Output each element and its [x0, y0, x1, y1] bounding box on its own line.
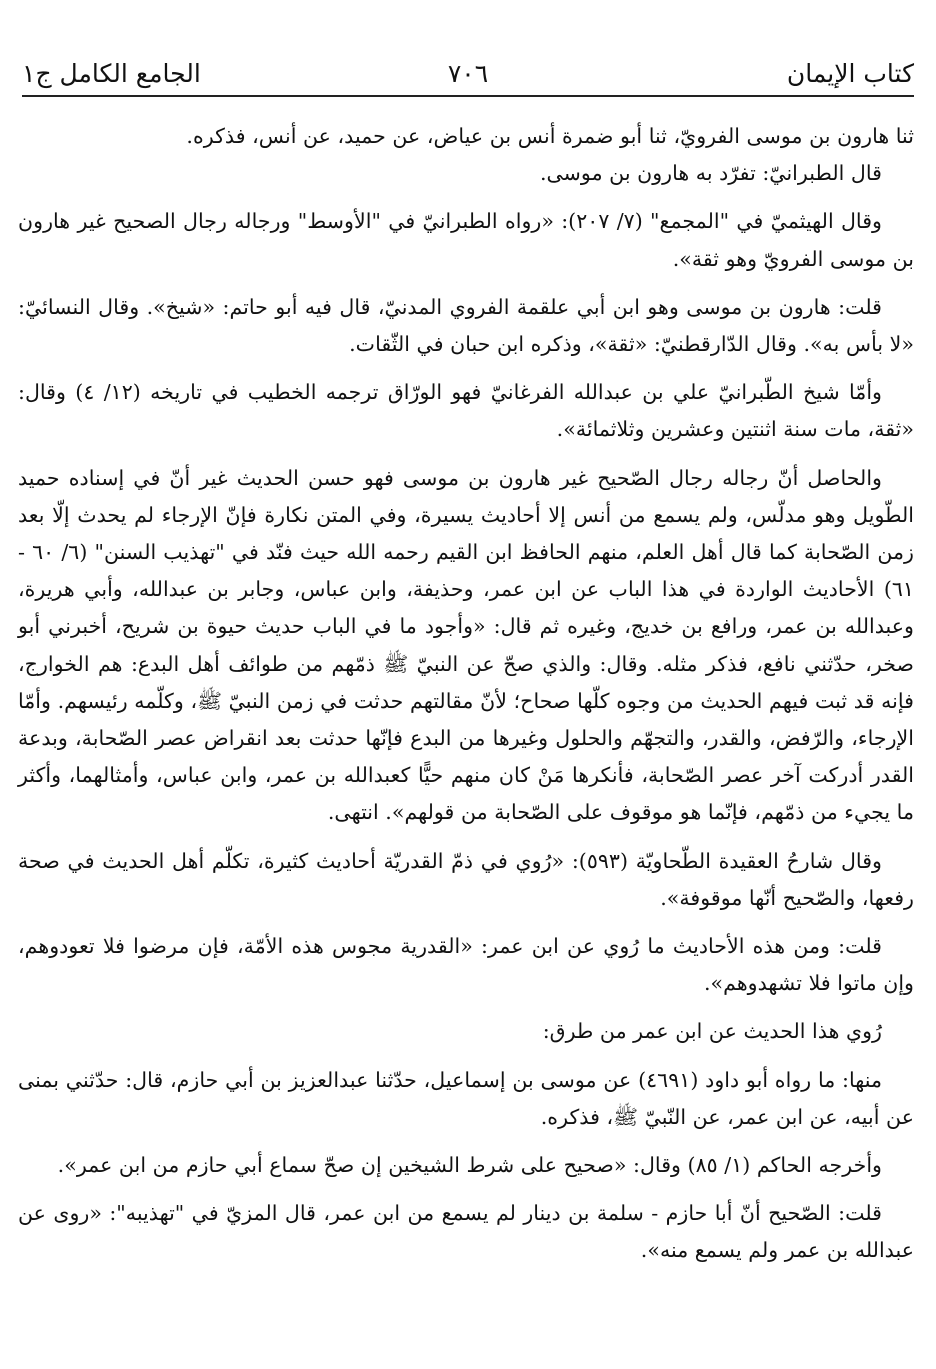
page-number: ٧٠٦ — [447, 58, 489, 88]
paragraph: قلت: هارون بن موسى وهو ابن أبي علقمة الفروي المدنيّ، قال فيه أبو حاتم: «شيخ». وقال النسائيّ: «لا بأس به». وقال الدّارقطنيّ: «ثقة»، وذكره ابن حبان في الثّقات. — [18, 294, 914, 357]
paragraph: ثنا هارون بن موسى الفرويّ، ثنا أبو ضمرة أنس بن عياض، عن حميد، عن أنس، فذكره. — [186, 124, 914, 148]
paragraph: وقال الهيثميّ في "المجمع" (٧/ ٢٠٧): «رواه الطبرانيّ في "الأوسط" ورجاله رجال الصحيح غير هارون بن موسى الفرويّ وهو ثقة». — [18, 209, 914, 271]
paragraph: وأخرجه الحاكم (١/ ٨٥) وقال: «صحيح على شرط الشيخين إن صحّ سماع أبي حازم من ابن عمر». — [57, 1153, 882, 1178]
page-body — [18, 118, 914, 1270]
book-title: كتاب الإيمان — [786, 58, 914, 88]
volume-title: الجامع الكامل ج١ — [22, 58, 201, 88]
running-header — [22, 52, 914, 94]
paragraph: رُوي هذا الحديث عن ابن عمر من طرق: — [542, 1019, 882, 1044]
paragraph: قلت: ومن هذه الأحاديث ما رُوي عن ابن عمر: «القدرية مجوس هذه الأمّة، فإن مرضوا فلا تعودوهم، وإن ماتوا فلا تشهدوهم». — [18, 934, 914, 996]
paragraph: وقال شارحُ العقيدة الطّحاويّة (٥٩٣): «رُوي في ذمّ القدريّة أحاديث كثيرة، تكلّم أهل الحديث في صحة رفعها، والصّحيح أنّها موقوفة». — [18, 848, 914, 910]
paragraph: قلت: الصّحيح أنّ أبا حازم - سلمة بن دينار لم يسمع من ابن عمر، قال المزيّ في "تهذيبه": «روى عن عبدالله بن عمر ولم يسمع منه». — [18, 1201, 914, 1263]
paragraph: منها: ما رواه أبو داود (٤٦٩١) عن موسى بن إسماعيل، حدّثنا عبدالعزيز بن أبي حازم، قال: حدّثني بمنى عن أبيه، عن ابن عمر، عن النّبيّ ﷺ، فذكره. — [18, 1067, 914, 1129]
paragraph: وأمّا شيخ الطّبرانيّ علي بن عبدالله الفرغانيّ فهو الورّاق ترجمه الخطيب في تاريخه (١٢/ ٤) وقال: «ثقة، مات سنة اثنتين وعشرين وثلاثمائة». — [18, 380, 914, 442]
paragraph: والحاصل أنّ رجاله رجال الصّحيح غير هارون بن موسى فهو حسن الحديث غير أنّ في إسناده حميد الطّويل وهو مدلّس، ولم يسمع من أنس إلا أحاديث يسيرة، وفي المتن نكارة فإنّ الإرجاء لم يحدث إلّا بعد زمن الصّحابة كما قال أهل العلم، منهم الحافظ ابن القيم رحمه الله حيث فنّد في "تهذيب السنن" (٦/ ٦٠ - ٦١) الأحاديث الواردة في هذا الباب عن ابن عمر، وحذيفة، وابن عباس، وجابر بن عبدالله، وأبي هريرة، وعبدالله بن عمر، ورافع بن خديج، وغيره ثم قال: «وأجود ما في الباب حديث حيوة بن شريح، أخبرني أبو صخر، حدّثني نافع، فذكر مثله. وقال: والذي صحّ عن النبيّ ﷺ ذمّهم من طوائف أهل البدع: هم الخوارج، فإنه قد ثبت فيهم الحديث من وجوه كلّها صحاح؛ لأنّ مقالتهم حدثت في زمن النبيّ ﷺ، وكلّمه رئيسهم. وأمّا الإرجاء، والرّفض، والقدر، والتجهّم والحلول وغيرها من البدع فإنّها حدثت بعد انقراض عصر الصّحابة، وبدعة القدر أدركت آخر عصر الصّحابة، فأنكرها مَنْ كان منهم حيًّا كعبدالله بن عمر، وابن عباس، وأمثالهما، وأكثر ما يجيء من ذمّهم، فإنّما هو موقوف على الصّحابة من قولهم». انتهى. — [18, 465, 914, 825]
paragraph: قال الطبرانيّ: تفرّد به هارون بن موسى. — [539, 161, 882, 186]
header-divider — [22, 95, 914, 97]
